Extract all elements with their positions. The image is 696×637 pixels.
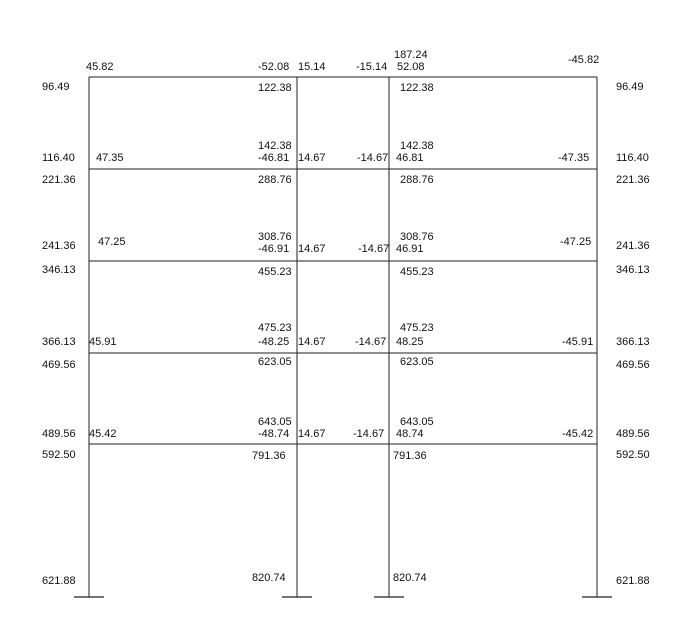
moment-label: 346.13 (42, 264, 76, 276)
moment-label: 46.91 (396, 243, 424, 255)
moment-label: 116.40 (616, 152, 649, 164)
moment-label: 14.67 (298, 243, 326, 255)
moment-label: 820.74 (252, 572, 286, 584)
moment-label: -46.81 (258, 152, 290, 164)
moment-label: 47.35 (96, 152, 124, 164)
moment-label: 469.56 (616, 359, 650, 371)
moment-label: 623.05 (258, 356, 292, 368)
moment-label: 592.50 (616, 449, 650, 461)
moment-label: -52.08 (258, 61, 290, 73)
moment-label: -14.67 (358, 243, 390, 255)
moment-label: -45.42 (562, 428, 594, 440)
moment-label: 791.36 (393, 450, 427, 462)
moment-label: 346.13 (616, 264, 650, 276)
moment-label: -14.67 (353, 428, 385, 440)
moment-label: 623.05 (400, 356, 434, 368)
moment-label: -48.74 (258, 428, 290, 440)
moment-label: 116.40 (42, 152, 75, 164)
moment-label: 241.36 (616, 240, 650, 252)
moment-label: 96.49 (616, 81, 644, 93)
moment-label: 122.38 (400, 82, 434, 94)
moment-label: 46.81 (396, 152, 424, 164)
moment-label: 288.76 (258, 174, 292, 186)
moment-label: 820.74 (393, 572, 427, 584)
moment-label: 489.56 (42, 428, 76, 440)
moment-label: 45.42 (89, 428, 117, 440)
moment-label: 241.36 (42, 240, 76, 252)
moment-label: -48.25 (258, 336, 290, 348)
moment-label: -45.91 (562, 336, 594, 348)
moment-label: 221.36 (616, 174, 650, 186)
moment-label: 791.36 (252, 450, 286, 462)
moment-label: 643.05 (400, 416, 434, 428)
moment-label: 14.67 (298, 152, 326, 164)
moment-label: -47.25 (560, 236, 592, 248)
moment-label: 122.38 (258, 82, 292, 94)
moment-label: 288.76 (400, 174, 434, 186)
moment-label: 45.82 (86, 61, 114, 73)
moment-label: -14.67 (355, 336, 387, 348)
moment-label: -15.14 (356, 61, 388, 73)
moment-label: 489.56 (616, 428, 650, 440)
moment-label: 475.23 (258, 322, 292, 334)
moment-label: 45.91 (89, 336, 117, 348)
moment-label: 52.08 (397, 61, 425, 73)
moment-label: 455.23 (400, 266, 434, 278)
moment-label: 14.67 (298, 428, 326, 440)
moment-label: 48.25 (396, 336, 424, 348)
moment-label: -45.82 (568, 54, 600, 66)
moment-label: 142.38 (400, 140, 434, 152)
moment-label: 366.13 (42, 336, 76, 348)
moment-label: 221.36 (42, 174, 76, 186)
moment-label: -46.91 (258, 243, 290, 255)
moment-label: 142.38 (258, 140, 292, 152)
moment-label: 48.74 (396, 428, 424, 440)
moment-label: 47.25 (98, 236, 126, 248)
moment-label: 366.13 (616, 336, 650, 348)
moment-label: -14.67 (357, 152, 389, 164)
moment-label: 308.76 (258, 231, 292, 243)
moment-label: 469.56 (42, 359, 76, 371)
moment-label: 96.49 (42, 81, 70, 93)
moment-label: 592.50 (42, 449, 76, 461)
moment-label: 643.05 (258, 416, 292, 428)
moment-label: 15.14 (298, 61, 326, 73)
moment-label: 455.23 (258, 266, 292, 278)
moment-label: 14.67 (298, 336, 326, 348)
moment-label: -47.35 (558, 152, 590, 164)
moment-label: 621.88 (616, 575, 650, 587)
moment-label: 308.76 (400, 231, 434, 243)
moment-label: 187.24 (394, 49, 428, 61)
moment-label: 475.23 (400, 322, 434, 334)
moment-label: 621.88 (42, 575, 76, 587)
